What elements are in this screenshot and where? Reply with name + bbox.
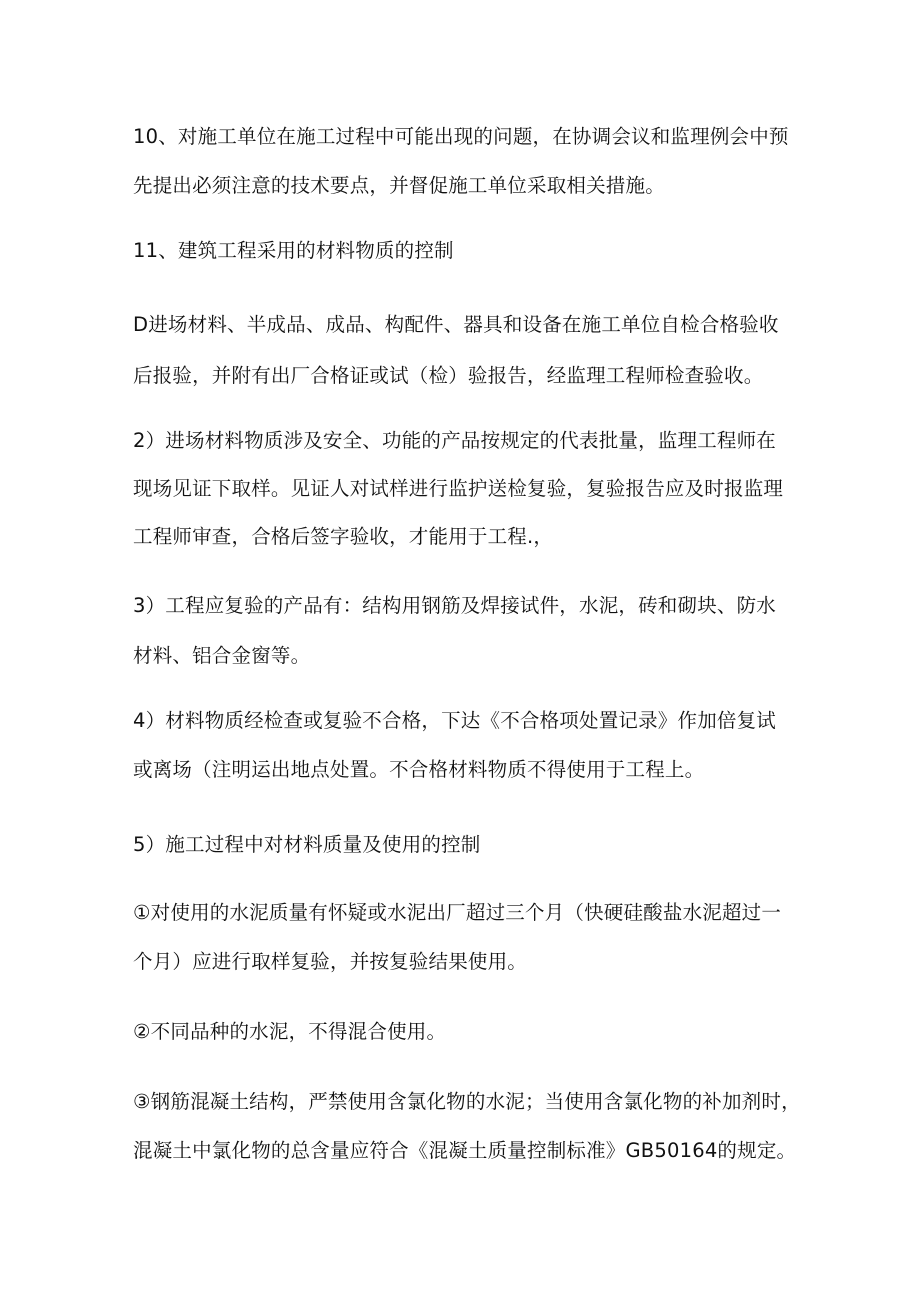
item-2-line-3: 工程师审查，合格后签字验收，才能用于工程.， <box>133 525 554 548</box>
item-3-line-2: 材料、铝合金窗等。 <box>133 644 311 667</box>
item-3-line-1: 3）工程应复验的产品有：结构用钢筋及焊接试件，水泥，砖和砌块、防水 <box>133 594 777 617</box>
item-2-line-2: 现场见证下取样。见证人对试样进行监护送检复验，复验报告应及时报监理 <box>133 477 784 500</box>
item-1-line-2: 后报验，并附有出厂合格证或试（检）验报告，经监理工程师检查验收。 <box>133 364 764 387</box>
item-4-line-2: 或离场（注明运出地点处置。不合格材料物质不得使用于工程上。 <box>133 758 705 781</box>
sub-item-c-line-2: 混凝土中氯化物的总含量应符合《混凝土质量控制标准》GB50164的规定。 <box>133 1139 797 1162</box>
sub-item-c-line-1: ③钢筋混凝土结构，严禁使用含氯化物的水泥；当使用含氯化物的补加剂时， <box>133 1090 801 1113</box>
paragraph-10-line-1: 10、对施工单位在施工过程中可能出现的问题，在协调会议和监理例会中预 <box>133 125 789 148</box>
sub-item-a-line-2: 个月）应进行取样复验，并按复验结果使用。 <box>133 950 528 973</box>
item-4-line-1: 4）材料物质经检查或复验不合格，下达《不合格项处置记录》作加倍复试 <box>133 709 777 732</box>
section-11-heading: 11、建筑工程采用的材料物质的控制 <box>133 239 454 262</box>
item-5-heading: 5）施工过程中对材料质量及使用的控制 <box>133 833 481 856</box>
item-1-line-1: D进场材料、半成品、成品、构配件、器具和设备在施工单位自检合格验收 <box>133 313 779 336</box>
paragraph-10-line-2: 先提出必须注意的技术要点，并督促施工单位采取相关措施。 <box>133 174 665 197</box>
sub-item-b-line-1: ②不同品种的水泥，不得混合使用。 <box>133 1020 447 1043</box>
item-2-line-1: 2）进场材料物质涉及安全、功能的产品按规定的代表批量，监理工程师在 <box>133 429 777 452</box>
sub-item-a-line-1: ①对使用的水泥质量有怀疑或水泥出厂超过三个月（快硬硅酸盐水泥超过一 <box>133 901 782 924</box>
